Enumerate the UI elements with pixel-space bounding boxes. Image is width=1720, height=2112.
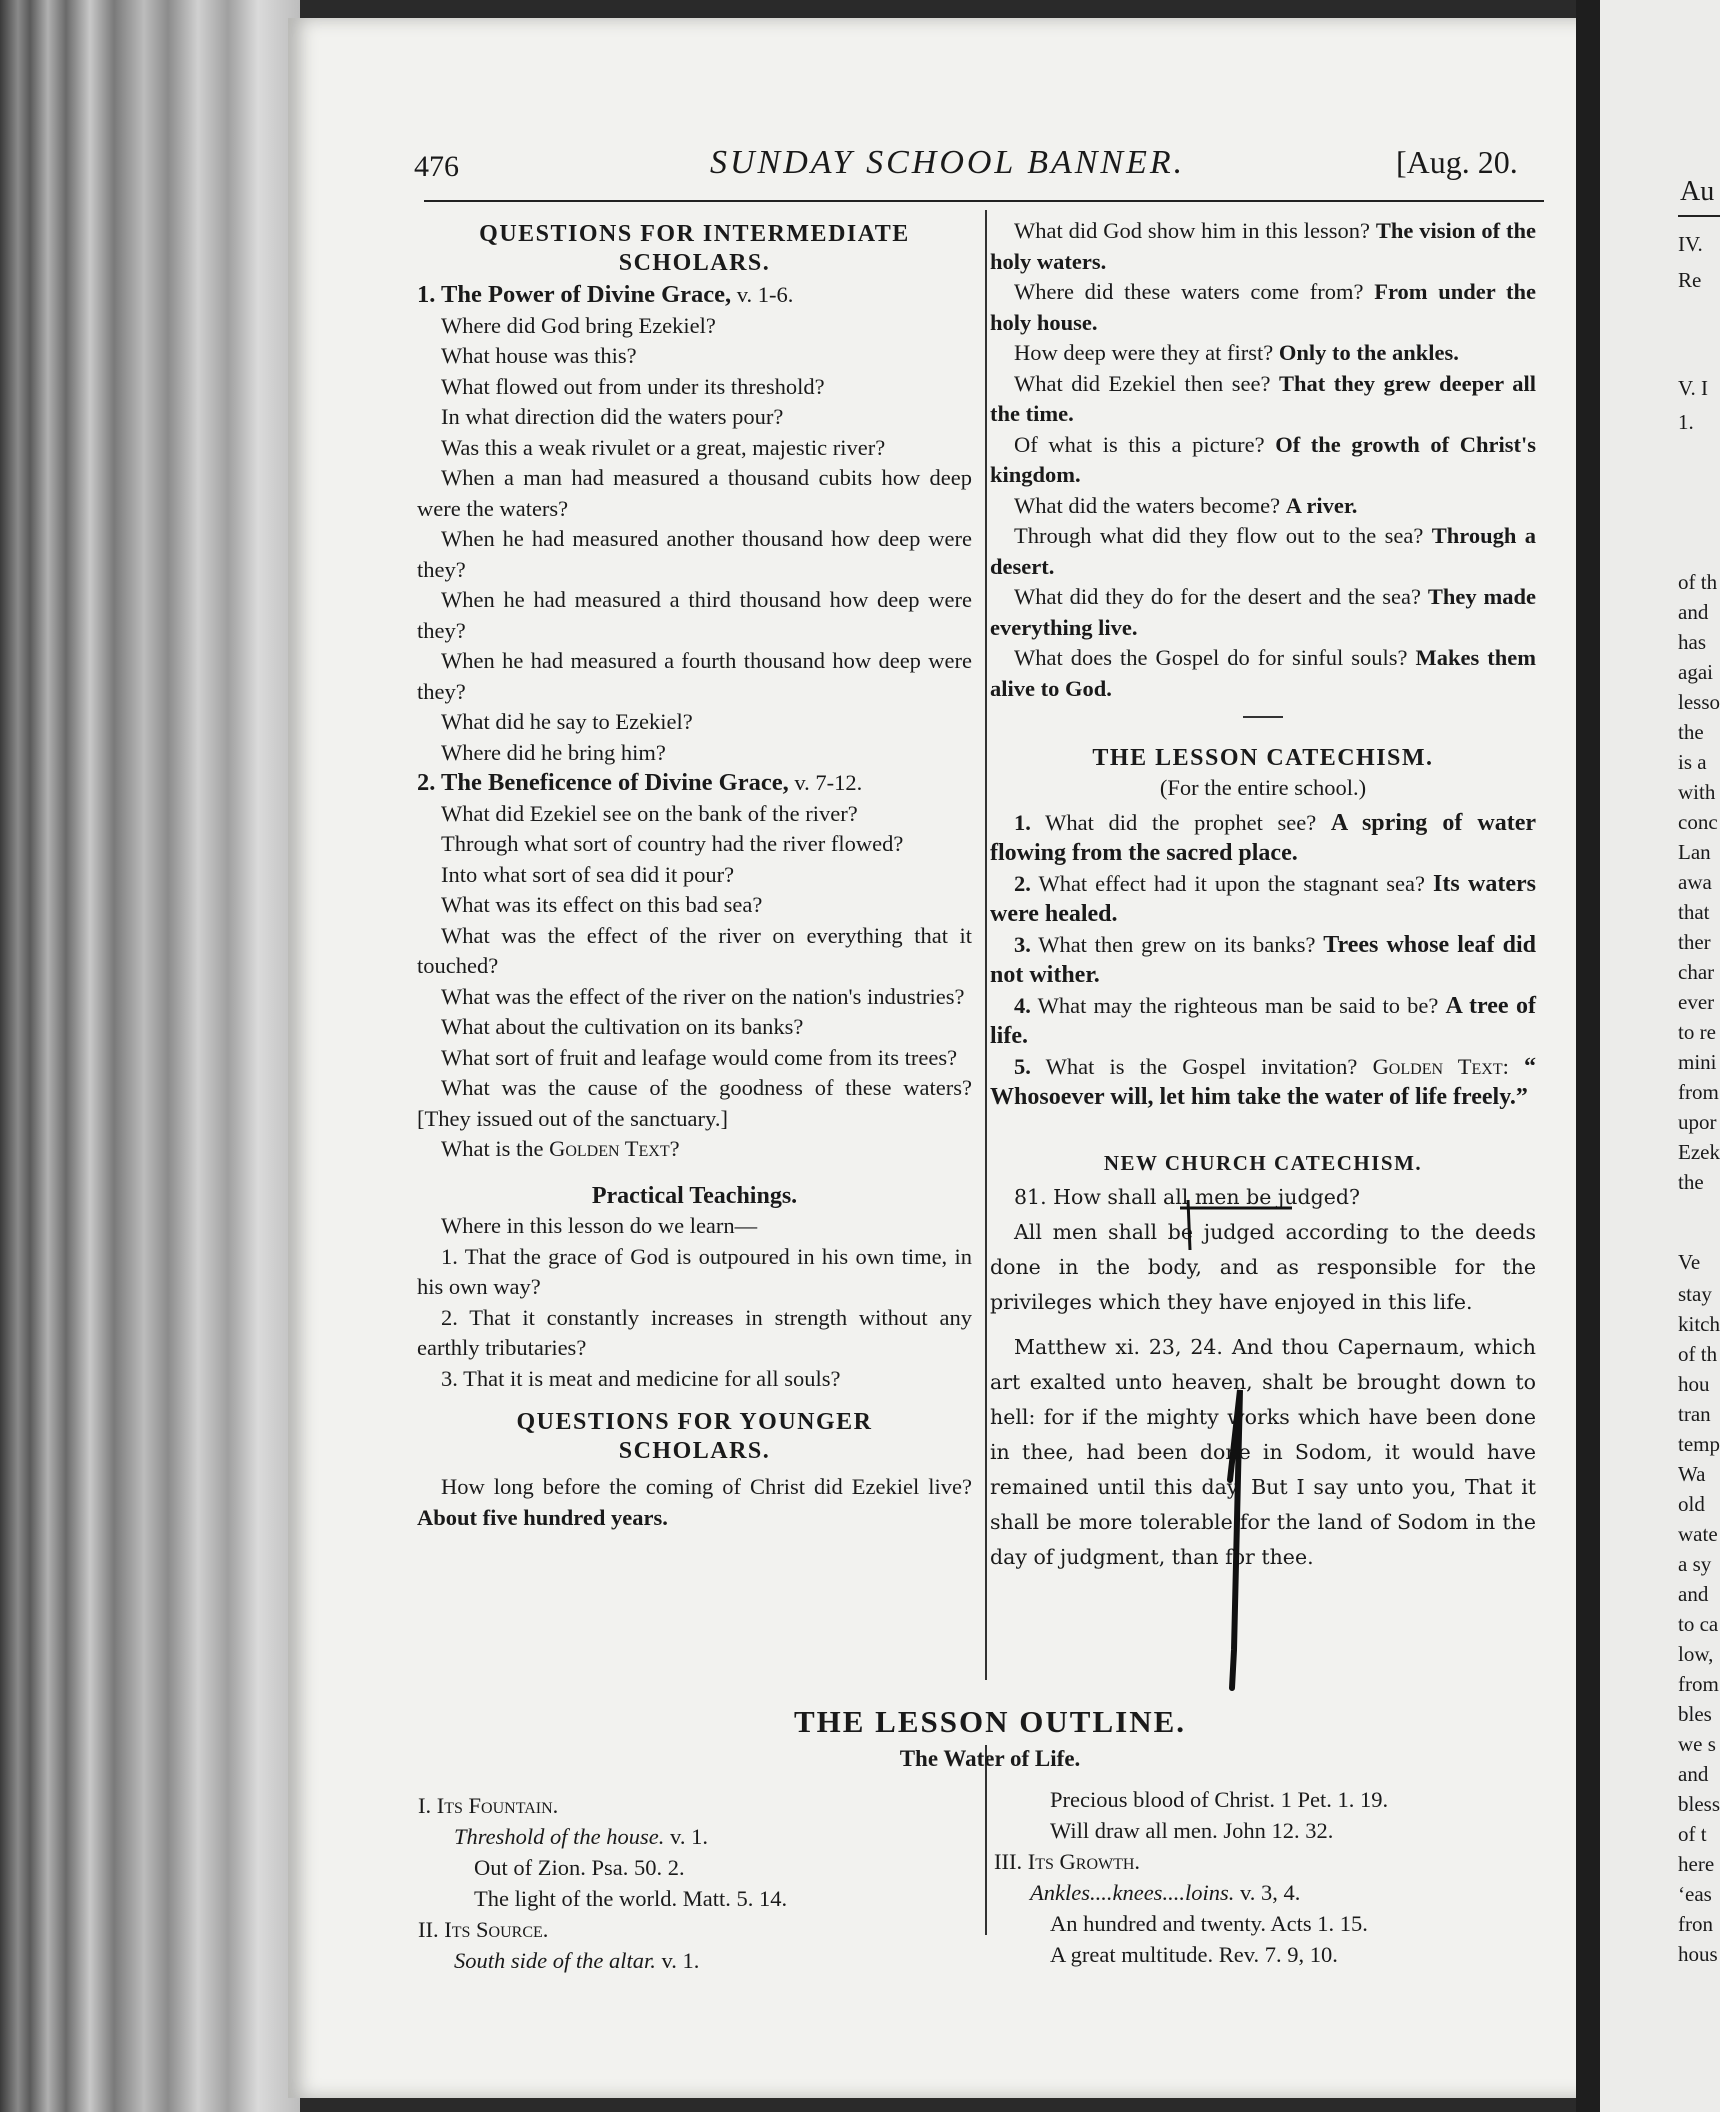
- facing-page-text: ther: [1678, 930, 1711, 954]
- outline-reference: John 12. 32.: [1223, 1818, 1334, 1843]
- outline-reference: v. 1.: [670, 1824, 708, 1849]
- item-number: 1.: [1014, 809, 1031, 835]
- question-line: Was this a weak rivulet or a great, majestic river?: [441, 434, 886, 460]
- facing-page-text: awa: [1678, 870, 1712, 894]
- new-church-title: NEW CHURCH CATECHISM.: [1103, 1150, 1423, 1175]
- question-line: What was the cause of the goodness of these waters? [They issued out of the sanctuary.]: [417, 1075, 972, 1131]
- outline-reference: v. 1.: [661, 1948, 700, 1973]
- outline-line: [418, 1914, 978, 1945]
- answer-text: A tree of life.: [990, 992, 1537, 1049]
- outline-text: I. Its Fountain.: [418, 1793, 559, 1818]
- practical-item: 3. That it is meat and medicine for all souls?: [441, 1365, 841, 1391]
- facing-page-text: has: [1678, 630, 1706, 654]
- outline-line: [418, 1852, 978, 1883]
- question-text: What did the prophet see?: [1045, 809, 1317, 835]
- outline-line: [994, 1939, 1554, 1970]
- outline-line: [418, 1790, 978, 1821]
- facing-page-text: kitch: [1678, 1312, 1720, 1336]
- facing-page-text: is a: [1678, 750, 1707, 774]
- practical-item: 1. That the grace of God is outpoured in his own time, in his own way?: [417, 1243, 972, 1299]
- question-line: What did Ezekiel see on the bank of the river?: [441, 800, 858, 826]
- question-list: [417, 311, 972, 769]
- section-heading: QUESTIONS FOR YOUNGER: [516, 1409, 873, 1435]
- facing-page-text: lesso: [1678, 690, 1720, 714]
- catechism-item: [990, 991, 1536, 1052]
- catechism-item: [990, 869, 1536, 930]
- question-line: Through what sort of country had the river flowed?: [441, 831, 904, 856]
- qa-item: [990, 491, 1536, 522]
- facing-page-text: of t: [1678, 1822, 1707, 1846]
- outline-line: [994, 1784, 1554, 1815]
- item-number: 2.: [1014, 870, 1031, 896]
- answer-text: Its waters were healed.: [990, 870, 1536, 927]
- practical-list: [417, 1242, 972, 1395]
- facing-page-text: ever: [1678, 990, 1715, 1014]
- facing-page-text: to re: [1678, 1020, 1716, 1044]
- outline-reference: 1 Pet. 1. 19.: [1280, 1787, 1389, 1812]
- facing-page-text: here: [1678, 1852, 1715, 1876]
- outline-reference: Psa. 50. 2.: [591, 1855, 685, 1880]
- outline-left: [418, 1790, 978, 1976]
- question-text: What did Ezekiel then see?: [1014, 370, 1271, 396]
- younger-question: How long before the coming of Christ did Ezekiel live? About five hundred years.: [417, 1474, 972, 1530]
- facing-page-text: Wa: [1678, 1462, 1706, 1486]
- facing-page-header: Au: [1680, 176, 1715, 207]
- question-line: Where did God bring Ezekiel?: [441, 312, 716, 338]
- facing-page-text: ‘eas: [1678, 1882, 1712, 1906]
- new-church-answer: All men shall be judged according to the deeds done in the body, and as responsible for the privileges which they have enjoyed in this life.: [990, 1219, 1536, 1314]
- answer-text: Makes them alive to God.: [990, 645, 1537, 701]
- facing-page-text: Re: [1678, 268, 1702, 292]
- question-line: What was its effect on this bad sea?: [441, 892, 763, 917]
- facing-page-text: agai: [1678, 660, 1713, 684]
- qa-item: [990, 643, 1536, 704]
- pencil-mark: [1160, 1190, 1300, 1710]
- facing-page-text: from: [1678, 1080, 1719, 1104]
- page-number: 476: [414, 150, 459, 183]
- outline-line: [994, 1815, 1554, 1846]
- book-page-edges: [0, 0, 300, 2112]
- outline-reference: Rev. 7. 9, 10.: [1218, 1942, 1338, 1967]
- qa-item: [990, 277, 1536, 338]
- outline-line: [418, 1821, 978, 1852]
- answer-text: A spring of water flowing from the sacred place.: [990, 809, 1537, 866]
- outline-subtitle: The Water of Life.: [899, 1746, 1081, 1771]
- facing-page-text: V. I: [1678, 376, 1708, 400]
- facing-page-text: mini: [1678, 1050, 1717, 1074]
- facing-page-text: conc: [1678, 810, 1718, 834]
- outline-text: Ankles....knees....loins.: [1030, 1880, 1235, 1905]
- outline-right: [994, 1784, 1554, 1970]
- question-line: What about the cultivation on its banks?: [441, 1014, 804, 1039]
- separator: [1243, 716, 1283, 718]
- answer-text: A river.: [1285, 492, 1358, 518]
- facing-page-rule: [1678, 215, 1720, 217]
- subsection-title: 2. The Beneficence of Divine Grace, v. 7-12.: [417, 769, 863, 796]
- facing-page-text: the: [1678, 720, 1704, 744]
- outline-text: South side of the altar.: [454, 1948, 656, 1973]
- item-number: 4.: [1014, 992, 1031, 1018]
- facing-page-text: old: [1678, 1492, 1705, 1516]
- catechism-list: [990, 808, 1536, 1052]
- catechism-item: [990, 930, 1536, 991]
- facing-page-text: IV.: [1678, 232, 1703, 256]
- column-divider: [985, 210, 987, 1680]
- page-date: [Aug. 20.: [1396, 144, 1518, 180]
- question-line: What was the effect of the river on the nation's industries?: [441, 983, 965, 1009]
- outline-title: THE LESSON OUTLINE.: [793, 1704, 1187, 1739]
- outline-line: [418, 1883, 978, 1914]
- page-title: SUNDAY SCHOOL BANNER.: [710, 144, 1186, 181]
- facing-page-text: low,: [1678, 1642, 1714, 1666]
- facing-page-text: Ve: [1678, 1250, 1701, 1274]
- facing-page-text: hous: [1678, 1942, 1718, 1966]
- question-text: What does the Gospel do for sinful souls?: [1014, 645, 1408, 670]
- facing-page-text: a sy: [1678, 1552, 1712, 1576]
- facing-page-text: that: [1678, 900, 1710, 924]
- facing-page-fragment: [1600, 0, 1720, 2112]
- outline-reference: Acts 1. 15.: [1270, 1911, 1368, 1936]
- question-text: Of what is this a picture?: [1014, 431, 1265, 457]
- answer-text: Through a desert.: [990, 523, 1536, 579]
- question-line: What did he say to Ezekiel?: [441, 709, 693, 734]
- outline-text: Out of Zion.: [474, 1855, 586, 1880]
- catechism-item: 5. What is the Gospel invitation? Golden Text: “ Whosoever will, let him take the water of life freely.”: [990, 1053, 1537, 1110]
- golden-text-question: What is the Golden Text?: [441, 1136, 680, 1161]
- question-text: Where did these waters come from?: [1014, 279, 1364, 304]
- question-text: What effect had it upon the stagnant sea?: [1038, 870, 1426, 896]
- question-line: Where did he bring him?: [441, 739, 666, 765]
- question-line: What house was this?: [441, 343, 637, 368]
- book-spine: [1576, 0, 1600, 2112]
- answer-text: They made everything live.: [990, 584, 1537, 640]
- qa-item: [990, 430, 1536, 491]
- question-text: What may the righteous man be said to be?: [1037, 992, 1439, 1018]
- qa-list: [990, 216, 1536, 704]
- facing-page-text: fron: [1678, 1912, 1713, 1936]
- outline-text: III. Its Growth.: [994, 1849, 1141, 1874]
- facing-page-text: wate: [1678, 1522, 1718, 1546]
- practical-teachings-title: Practical Teachings.: [591, 1182, 798, 1209]
- facing-page-text: the: [1678, 1170, 1704, 1194]
- question-list: [417, 799, 972, 1135]
- question-line: In what direction did the waters pour?: [441, 404, 784, 429]
- facing-page-text: Lan: [1678, 840, 1711, 864]
- facing-page-text: hou: [1678, 1372, 1710, 1396]
- answer-text: Trees whose leaf did not wither.: [990, 931, 1537, 988]
- practical-intro: Where in this lesson do we learn—: [441, 1213, 758, 1238]
- facing-page-text: to ca: [1678, 1612, 1719, 1636]
- outline-text: The light of the world.: [474, 1886, 678, 1911]
- facing-page-text: temp: [1678, 1432, 1720, 1456]
- outline-reference: v. 3, 4.: [1239, 1880, 1301, 1905]
- question-text: What did the waters become?: [1014, 492, 1281, 518]
- facing-page-text: char: [1678, 960, 1715, 984]
- practical-item: 2. That it constantly increases in strength without any earthly tributaries?: [417, 1304, 972, 1360]
- outline-line: [994, 1846, 1554, 1877]
- answer-text: From under the holy house.: [990, 279, 1537, 335]
- facing-page-text: tran: [1678, 1402, 1711, 1426]
- question-text: Through what did they flow out to the sea?: [1014, 523, 1424, 548]
- question-line: What sort of fruit and leafage would come from its trees?: [441, 1044, 958, 1070]
- facing-page-text: we s: [1678, 1732, 1716, 1756]
- facing-page-text: upor: [1678, 1110, 1717, 1134]
- qa-item: [990, 369, 1536, 430]
- answer-text: Of the growth of Christ's kingdom.: [990, 431, 1537, 487]
- question-text: What then grew on its banks?: [1038, 931, 1316, 957]
- qa-item: [990, 521, 1536, 582]
- outline-line: [994, 1877, 1554, 1908]
- facing-page-text: of th: [1678, 570, 1718, 594]
- section-heading: SCHOLARS.: [618, 250, 771, 276]
- outline-text: Will draw all men.: [1050, 1818, 1218, 1843]
- facing-page-text: bles: [1678, 1702, 1712, 1726]
- answer-text: The vision of the holy waters.: [990, 218, 1537, 274]
- outline-text: Threshold of the house.: [454, 1824, 665, 1849]
- catechism-title: THE LESSON CATECHISM.: [1092, 745, 1434, 771]
- outline-column-divider: [985, 1745, 987, 1935]
- section-heading: QUESTIONS FOR INTERMEDIATE: [479, 221, 910, 247]
- outline-text: A great multitude.: [1050, 1942, 1214, 1967]
- outline-text: An hundred and twenty.: [1050, 1911, 1266, 1936]
- facing-page-text: and: [1678, 1762, 1709, 1786]
- facing-page-text: bless: [1678, 1792, 1720, 1816]
- question-line: Into what sort of sea did it pour?: [441, 861, 735, 887]
- question-text: How deep were they at first?: [1014, 340, 1274, 365]
- outline-text: II. Its Source.: [418, 1917, 549, 1942]
- answer-text: Only to the ankles.: [1278, 340, 1459, 365]
- outline-reference: Matt. 5. 14.: [682, 1886, 788, 1911]
- answer-text: That they grew deeper all the time.: [990, 370, 1537, 426]
- qa-item: [990, 216, 1536, 277]
- outline-text: Precious blood of Christ.: [1050, 1787, 1275, 1812]
- scripture-passage: Matthew xi. 23, 24. And thou Capernaum, which art exalted unto heaven, shalt be brought down to hell: for if the mighty works which have been done in thee, had been done in Sodom, it would have remained until this day. But I say unto you, That it shall be more tolerable for the land of Sodom in the day of judgment, than for thee.: [990, 1334, 1536, 1569]
- facing-page-text: and: [1678, 600, 1709, 624]
- header-rule: [424, 200, 1544, 202]
- question-line: What was the effect of the river on everything that it touched?: [417, 922, 972, 978]
- facing-page-text: of th: [1678, 1342, 1718, 1366]
- left-column: [417, 220, 972, 1533]
- facing-page-text: from: [1678, 1672, 1719, 1696]
- outline-line: [418, 1945, 978, 1976]
- facing-page-text: stay: [1678, 1282, 1712, 1306]
- question-line: What flowed out from under its threshold?: [441, 373, 825, 399]
- outline-line: [994, 1908, 1554, 1939]
- facing-page-text: Ezek: [1678, 1140, 1720, 1164]
- question-line: When a man had measured a thousand cubits how deep were the waters?: [417, 465, 972, 521]
- catechism-item: [990, 808, 1536, 869]
- question-line: When he had measured a third thousand how deep were they?: [417, 587, 972, 643]
- facing-page-text: 1.: [1678, 410, 1694, 434]
- question-line: When he had measured a fourth thousand how deep were they?: [417, 648, 972, 704]
- question-line: When he had measured another thousand how deep were they?: [417, 526, 972, 582]
- facing-page-text: and: [1678, 1582, 1709, 1606]
- catechism-subtitle: (For the entire school.): [1159, 775, 1367, 800]
- new-church-question: 81. How shall all men be judged?: [1014, 1184, 1360, 1209]
- facing-page-text: with: [1678, 780, 1716, 804]
- question-text: What did God show him in this lesson?: [1014, 218, 1371, 243]
- qa-item: [990, 582, 1536, 643]
- subsection-title: 1. The Power of Divine Grace, v. 1-6.: [417, 281, 794, 308]
- qa-item: [990, 338, 1536, 369]
- item-number: 3.: [1014, 931, 1031, 957]
- section-heading: SCHOLARS.: [618, 1438, 771, 1464]
- question-text: What did they do for the desert and the sea?: [1014, 584, 1421, 609]
